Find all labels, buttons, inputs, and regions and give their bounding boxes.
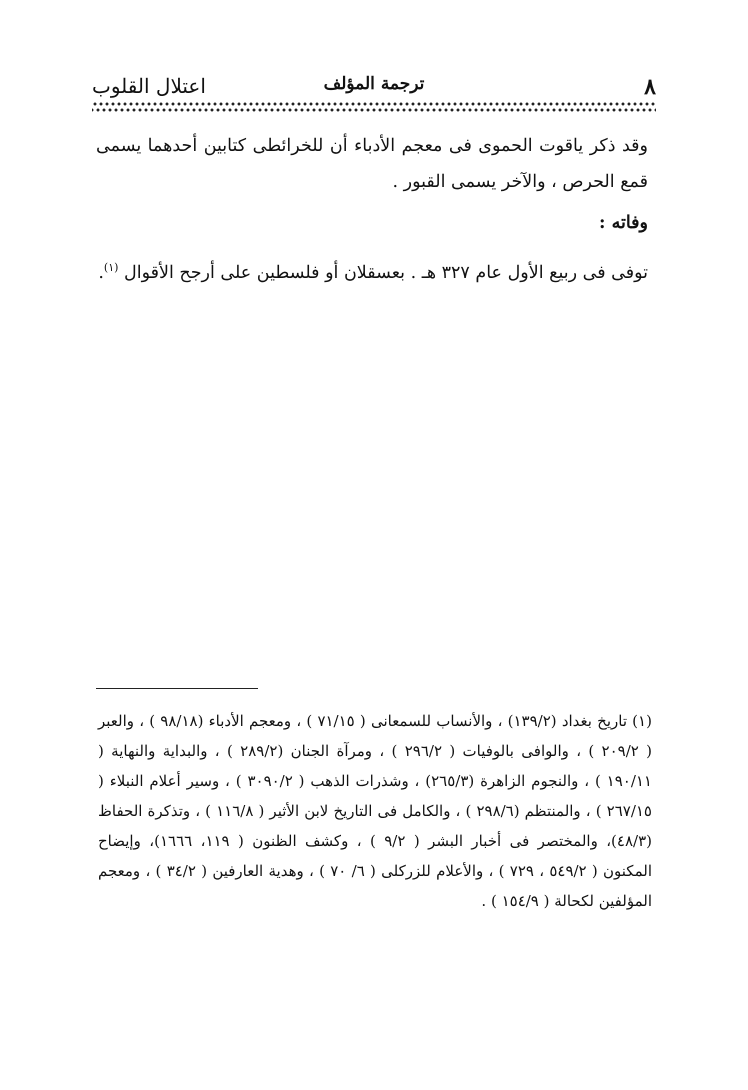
main-text — [96, 128, 648, 291]
page-header — [92, 72, 656, 102]
header-ornament-border — [92, 101, 656, 113]
footnote-separator — [96, 688, 258, 689]
paragraph-death — [96, 250, 648, 291]
book-title: اعتلال القلوب — [92, 74, 206, 98]
page-number: ٨ — [644, 74, 656, 100]
death-text: توفى فى ربيع الأول عام ٣٢٧ هـ . بعسقلان أو فلسطين على أرجح الأقوال — [124, 262, 648, 283]
footnote-1: (١) تاريخ بغداد (١٣٩/٢) ، والأنساب للسمعانى ( ٧١/١٥ ) ، ومعجم الأدباء (٩٨/١٨ ) ، والعبر ( ٢٠٩/٢ ) ، والوافى بالوفيات ( ٢٩٦/٢ ) ، ومرآة الجنان (٢٨٩/٢ ) ، والبداية والنهاية ( ١٩٠/١١ ) ، والنجوم الزاهرة (٢٦٥/٣) ، وشذرات الذهب ( ٣٠٩٠/٢ ) ، وسير أعلام النبلاء ( ٢٦٧/١٥ ) ، والمنتظم (٢٩٨/٦ ) ، والكامل فى التاريخ لابن الأثير ( ١١٦/٨ ) ، وتذكرة الحفاظ (٤٨/٣)، والمختصر فى أخبار البشر ( ٩/٢ ) ، وكشف الظنون ( ١١٩، ١٦٦٦)، وإيضاح المكنون ( ٥٤٩/٢ ، ٧٢٩ ) ، والأعلام للزركلى ( ٦/ ٧٠ ) ، وهدية العارفين ( ٣٤/٢ ) ، ومعجم المؤلفين لكحالة ( ١٥٤/٩ ) . — [98, 712, 653, 910]
death-end-punct: . — [98, 262, 104, 283]
paragraph-works: وقد ذكر ياقوت الحموى فى معجم الأدباء أن للخرائطى كتابين أحدهما يسمى قمع الحرص ، والآخر يسمى القبور . — [96, 136, 648, 192]
chapter-title: ترجمة المؤلف — [323, 74, 425, 94]
footnote-reference[interactable]: (١) — [103, 261, 119, 274]
section-heading-death: وفاته : — [599, 213, 648, 233]
